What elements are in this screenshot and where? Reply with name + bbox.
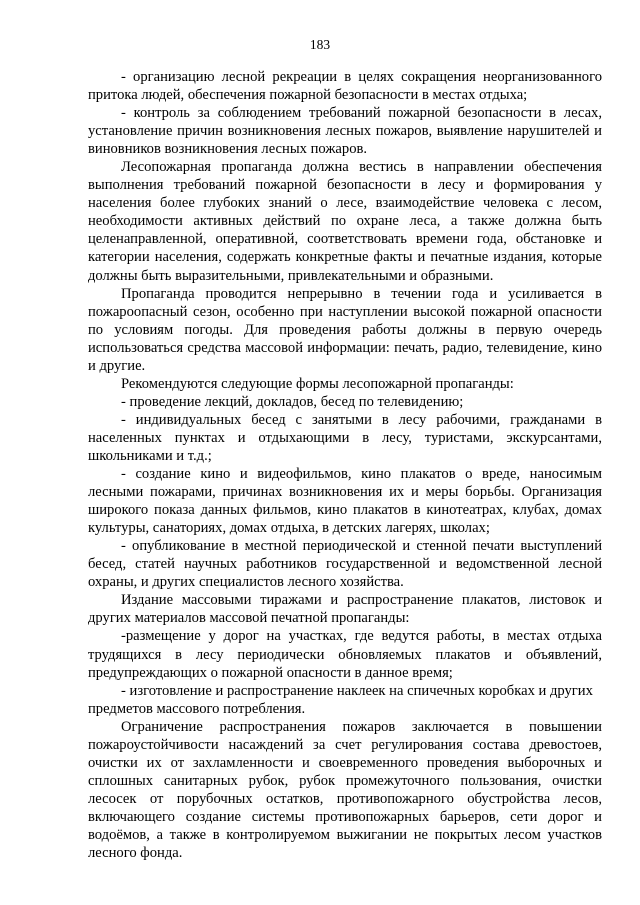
paragraph-mass-printing: Издание массовыми тиражами и распространение плакатов, листовок и других материалов массовой печатной пропаганды: (88, 592, 602, 627)
paragraph-recreation: - организацию лесной рекреации в целях сокращения неорганизованного притока людей, обеспечения пожарной безопасности в местах отдыха; (88, 69, 602, 104)
body-text (88, 68, 602, 862)
list-item-publications: - опубликование в местной периодической и стенной печати выступлений бесед, статей научных работников государственной и ведомственной лесной охраны, и других специалистов лесного хозяйства. (88, 538, 602, 591)
list-item-films: - создание кино и видеофильмов, кино плакатов о вреде, наносимым лесными пожарами, причинах возникновения их и меры борьбы. Организация широкого показа данных фильмов, кино плакатов в кинотеатрах, клубах, домах культуры, санаториях, домах отдыха, в детских лагерях, школах; (88, 466, 602, 537)
list-item-individual-talks: - индивидуальных бесед с занятыми в лесу рабочими, гражданами в населенных пунктах и отдыхающими в лесу, туристами, экскурсантами, школьниками и т.д.; (88, 411, 602, 464)
paragraph-fire-safety-control: - контроль за соблюдением требований пожарной безопасности в лесах, установление причин возникновения лесных пожаров, выявление нарушителей и виновников возникновения лесных пожаров. (88, 105, 602, 158)
list-item-lectures: - проведение лекций, докладов, бесед по телевидению; (121, 393, 464, 410)
list-item-posters: -размещение у дорог на участках, где ведутся работы, в местах отдыха трудящихся в лесу периодически обновляемых плакатов и объявлений, предупреждающих о пожарной опасности в данное время; (88, 628, 602, 681)
page-number: 183 (309, 37, 331, 52)
paragraph-propaganda-direction: Лесопожарная пропаганда должна вестись в направлении обеспечения выполнения требований пожарной безопасности в лесу и формирования у населения более глубоких знаний о лесе, взаимодействие человека с лесом, необходимости активных действий по охране леса, а также должна быть целенаправленной, оперативной, соответствовать времени года, обстановке и категории населения, содержать конкретные факты и печатные издания, которые должны быть выразительными, привлекательными и образными. (88, 159, 602, 284)
paragraph-recommended-forms: Рекомендуются следующие формы лесопожарной пропаганды: (121, 375, 514, 392)
paragraph-propaganda-continuous: Пропаганда проводится непрерывно в течении года и усиливается в пожароопасный сезон, особенно при наступлении высокой пожарной опасности по условиям погоды. Для проведения работы должны в первую очередь использоваться средства массовой информации: печать, радио, телевидение, кино и другие. (88, 285, 602, 374)
list-item-stickers: - изготовление и распространение наклеек на спичечных коробках и других предметов массового потребления. (88, 682, 593, 717)
paragraph-fire-spread-limitation: Ограничение распространения пожаров заключается в повышении пожароустойчивости насаждений за счет регулирования состава древостоев, очистки их от захламленности и своевременного проведения выборочных и сплошных санитарных рубок, рубок промежуточного пользования, очистки лесосек от порубочных остатков, противопожарного обустройства лесов, включающего создание системы противопожарных барьеров, сети дорог и водоёмов, а также в контролируемом выжигании не покрытых лесом участков лесного фонда. (88, 718, 602, 862)
